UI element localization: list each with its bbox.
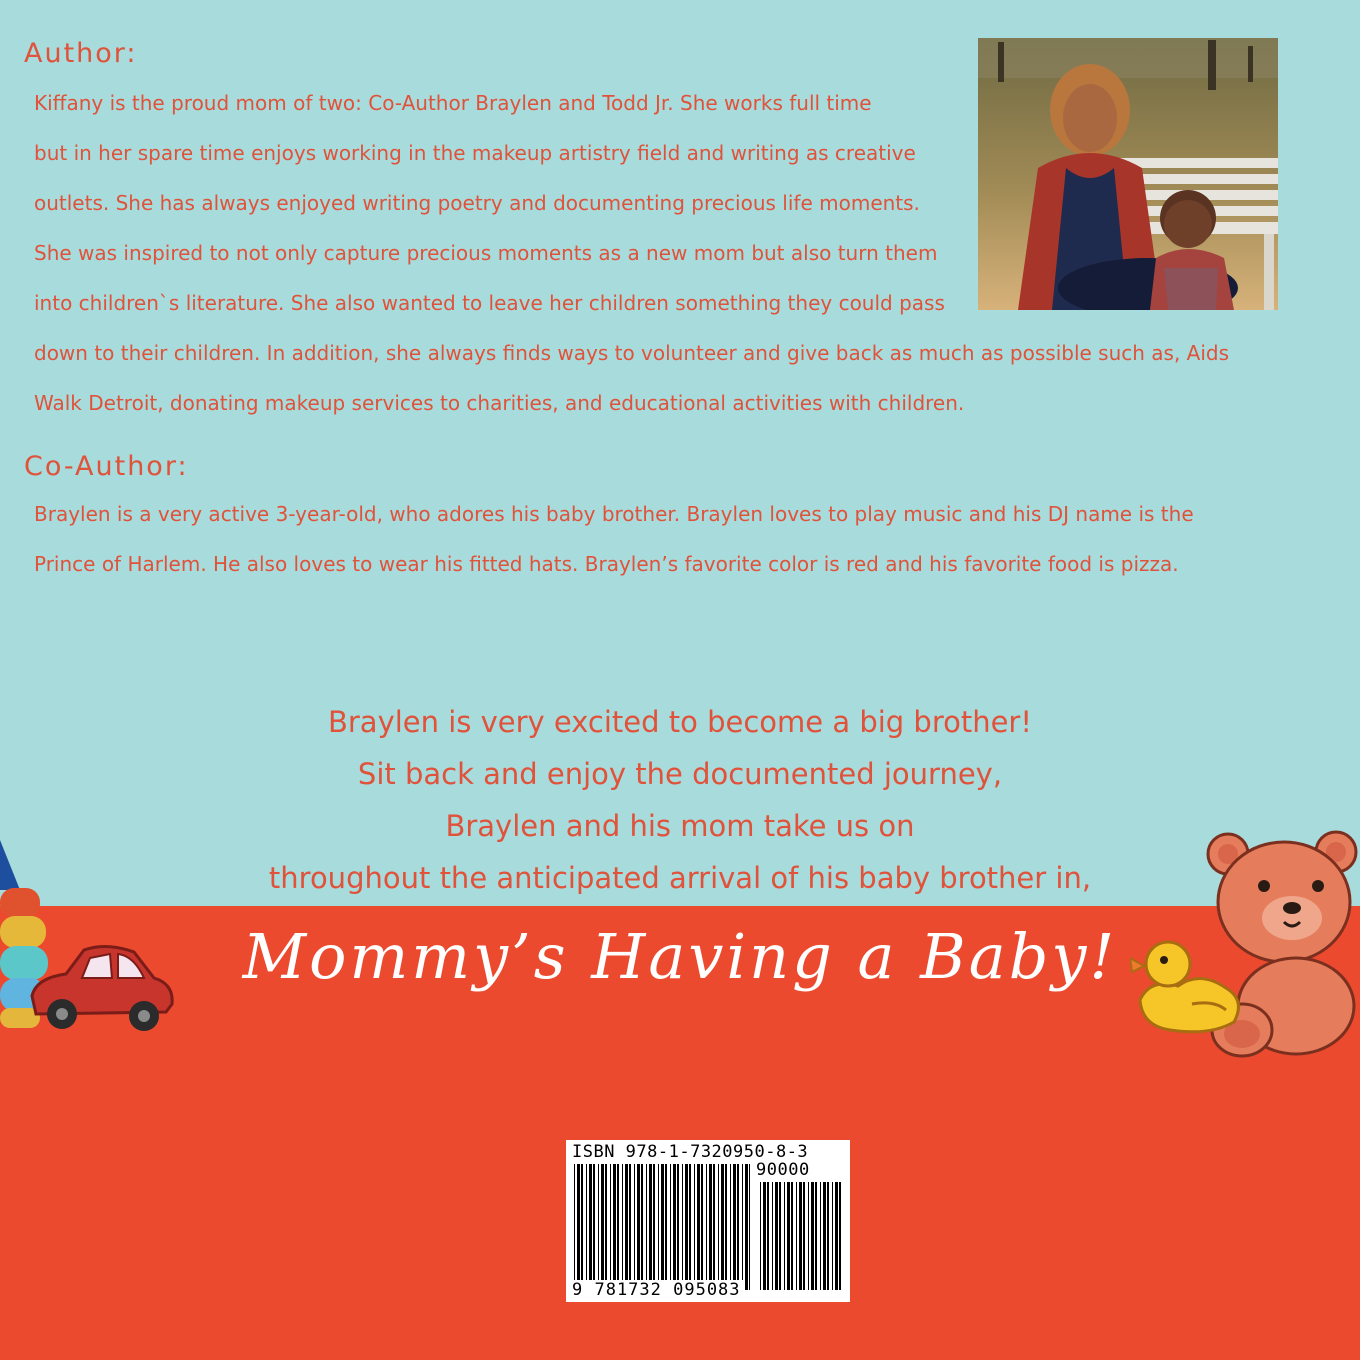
author-bio-line: down to their children. In addition, she always finds ways to volunteer and give back as much as possible such as, Aids <box>34 341 1230 365</box>
book-title: Mommy’s Having a Baby! <box>242 920 1118 993</box>
author-bio-line: She was inspired to not only capture precious moments as a new mom but also turn them <box>34 241 938 265</box>
coauthor-bio-line: Braylen is a very active 3-year-old, who adores his baby brother. Braylen loves to play music and his DJ name is the <box>34 502 1194 526</box>
coauthor-heading: Co-Author: <box>24 451 189 482</box>
book-blurb <box>0 696 1360 904</box>
blurb-line: throughout the anticipated arrival of his baby brother in, <box>268 861 1092 895</box>
coauthor-bio <box>34 489 1194 589</box>
toy-car-icon <box>26 938 176 1042</box>
price-code: 90000 <box>756 1160 810 1180</box>
author-bio-line: but in her spare time enjoys working in the makeup artistry field and writing as creative <box>34 141 916 165</box>
author-bio-line: into children`s literature. She also wanted to leave her children something they could pass <box>34 291 945 315</box>
blurb-line: Braylen and his mom take us on <box>445 809 915 843</box>
isbn-barcode <box>566 1140 850 1302</box>
author-bio-line: Walk Detroit, donating makeup services to charities, and educational activities with children. <box>34 391 965 415</box>
blurb-line: Braylen is very excited to become a big brother! <box>327 705 1032 739</box>
rubber-duck-icon <box>1130 930 1250 1044</box>
author-photo <box>978 38 1278 310</box>
blurb-line: Sit back and enjoy the documented journey, <box>357 757 1003 791</box>
barcode-digits: 9 781732 095083 <box>572 1280 741 1300</box>
barcode-bars <box>566 1140 850 1302</box>
author-bio-line: outlets. She has always enjoyed writing poetry and documenting precious life moments. <box>34 191 920 215</box>
coauthor-bio-line: Prince of Harlem. He also loves to wear his fitted hats. Braylen’s favorite color is red and his favorite food is pizza. <box>34 552 1179 576</box>
author-bio-line: Kiffany is the proud mom of two: Co-Author Braylen and Todd Jr. She works full time <box>34 91 872 115</box>
isbn-label: ISBN 978-1-7320950-8-3 <box>572 1142 809 1162</box>
author-heading: Author: <box>24 38 138 69</box>
